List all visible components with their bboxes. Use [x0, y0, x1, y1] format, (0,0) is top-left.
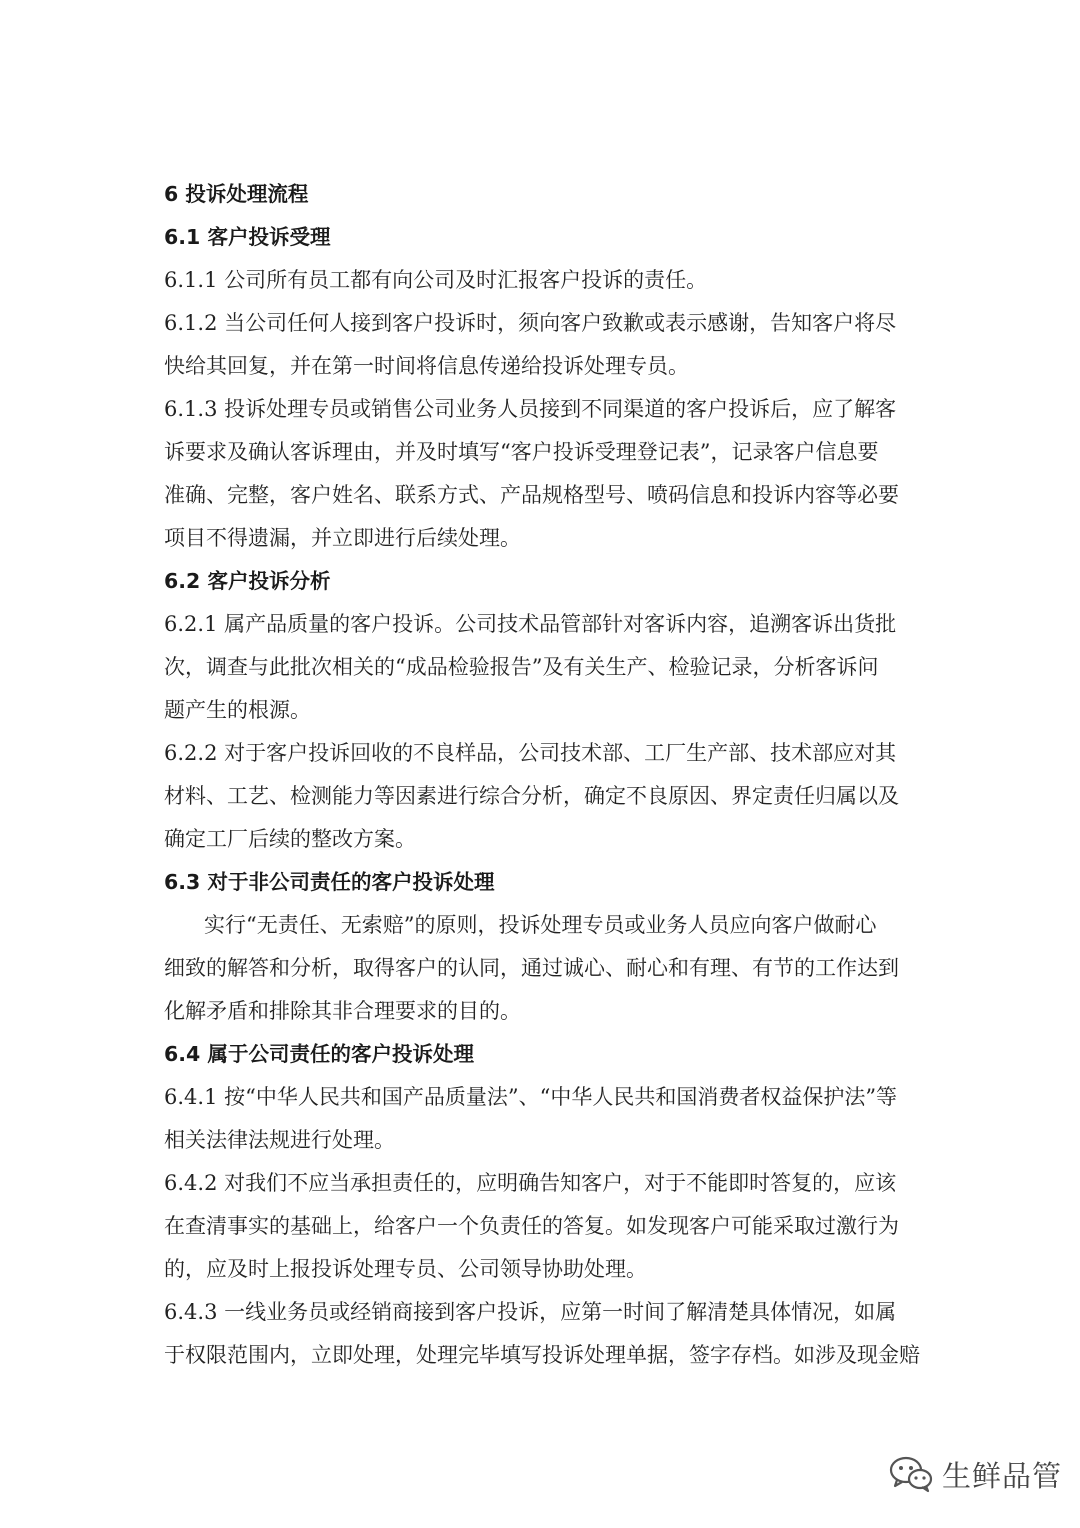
paragraph-line: 6.2.2 对于客户投诉回收的不良样品，公司技术部、工厂生产部、技术部应对其 [164, 741, 897, 765]
paragraph-line: 的，应及时上报投诉处理专员、公司领导协助处理。 [164, 1257, 647, 1281]
account-watermark [888, 1452, 1062, 1496]
paragraph-line: 6.2.1 属产品质量的客户投诉。公司技术品管部针对客诉内容，追溯客诉出货批 [164, 612, 897, 636]
paragraph-line: 6.4.3 一线业务员或经销商接到客户投诉，应第一时间了解清楚具体情况，如属 [164, 1300, 897, 1324]
section-heading: 6.4 属于公司责任的客户投诉处理 [164, 1042, 474, 1066]
paragraph-line: 题产生的根源。 [164, 698, 311, 722]
paragraph-line: 6.4.1 按“中华人民共和国产品质量法”、“中华人民共和国消费者权益保护法”等 [164, 1085, 898, 1109]
paragraph-line: 6.1.2 当公司任何人接到客户投诉时，须向客户致歉或表示感谢，告知客户将尽 [164, 311, 897, 335]
watermark-text: 生鲜品管 [942, 1458, 1063, 1493]
paragraph-line: 诉要求及确认客诉理由，并及时填写“客户投诉受理登记表”，记录客户信息要 [164, 440, 879, 464]
paragraph-line: 次，调查与此批次相关的“成品检验报告”及有关生产、检验记录，分析客诉问 [164, 655, 879, 679]
section-heading: 6.3 对于非公司责任的客户投诉处理 [164, 870, 495, 894]
paragraph-line: 项目不得遗漏，并立即进行后续处理。 [164, 526, 521, 550]
paragraph-line: 6.4.2 对我们不应当承担责任的，应明确告知客户，对于不能即时答复的，应该 [164, 1171, 897, 1195]
document-body [164, 173, 924, 1377]
paragraph-line: 准确、完整，客户姓名、联系方式、产品规格型号、喷码信息和投诉内容等必要 [164, 483, 899, 507]
section-heading: 6.1 客户投诉受理 [164, 225, 331, 249]
paragraph-line: 实行“无责任、无索赔”的原则，投诉处理专员或业务人员应向客户做耐心 [204, 913, 877, 937]
paragraph-line: 在查清事实的基础上，给客户一个负责任的答复。如发现客户可能采取过激行为 [164, 1214, 899, 1238]
paragraph-line: 相关法律法规进行处理。 [164, 1128, 395, 1152]
section-heading: 6.2 客户投诉分析 [164, 569, 331, 593]
wechat-icon [888, 1454, 934, 1494]
paragraph-line: 确定工厂后续的整改方案。 [164, 827, 416, 851]
paragraph-line: 细致的解答和分析，取得客户的认同，通过诚心、耐心和有理、有节的工作达到 [164, 956, 899, 980]
paragraph-line: 于权限范围内，立即处理，处理完毕填写投诉处理单据，签字存档。如涉及现金赔 [164, 1343, 920, 1367]
paragraph-line: 快给其回复，并在第一时间将信息传递给投诉处理专员。 [164, 354, 689, 378]
paragraph-line: 材料、工艺、检测能力等因素进行综合分析，确定不良原因、界定责任归属以及 [164, 784, 899, 808]
paragraph-line: 6.1.1 公司所有员工都有向公司及时汇报客户投诉的责任。 [164, 268, 708, 292]
section-heading: 6 投诉处理流程 [164, 182, 309, 206]
paragraph-line: 6.1.3 投诉处理专员或销售公司业务人员接到不同渠道的客户投诉后，应了解客 [164, 397, 897, 421]
paragraph-line: 化解矛盾和排除其非合理要求的目的。 [164, 999, 521, 1023]
